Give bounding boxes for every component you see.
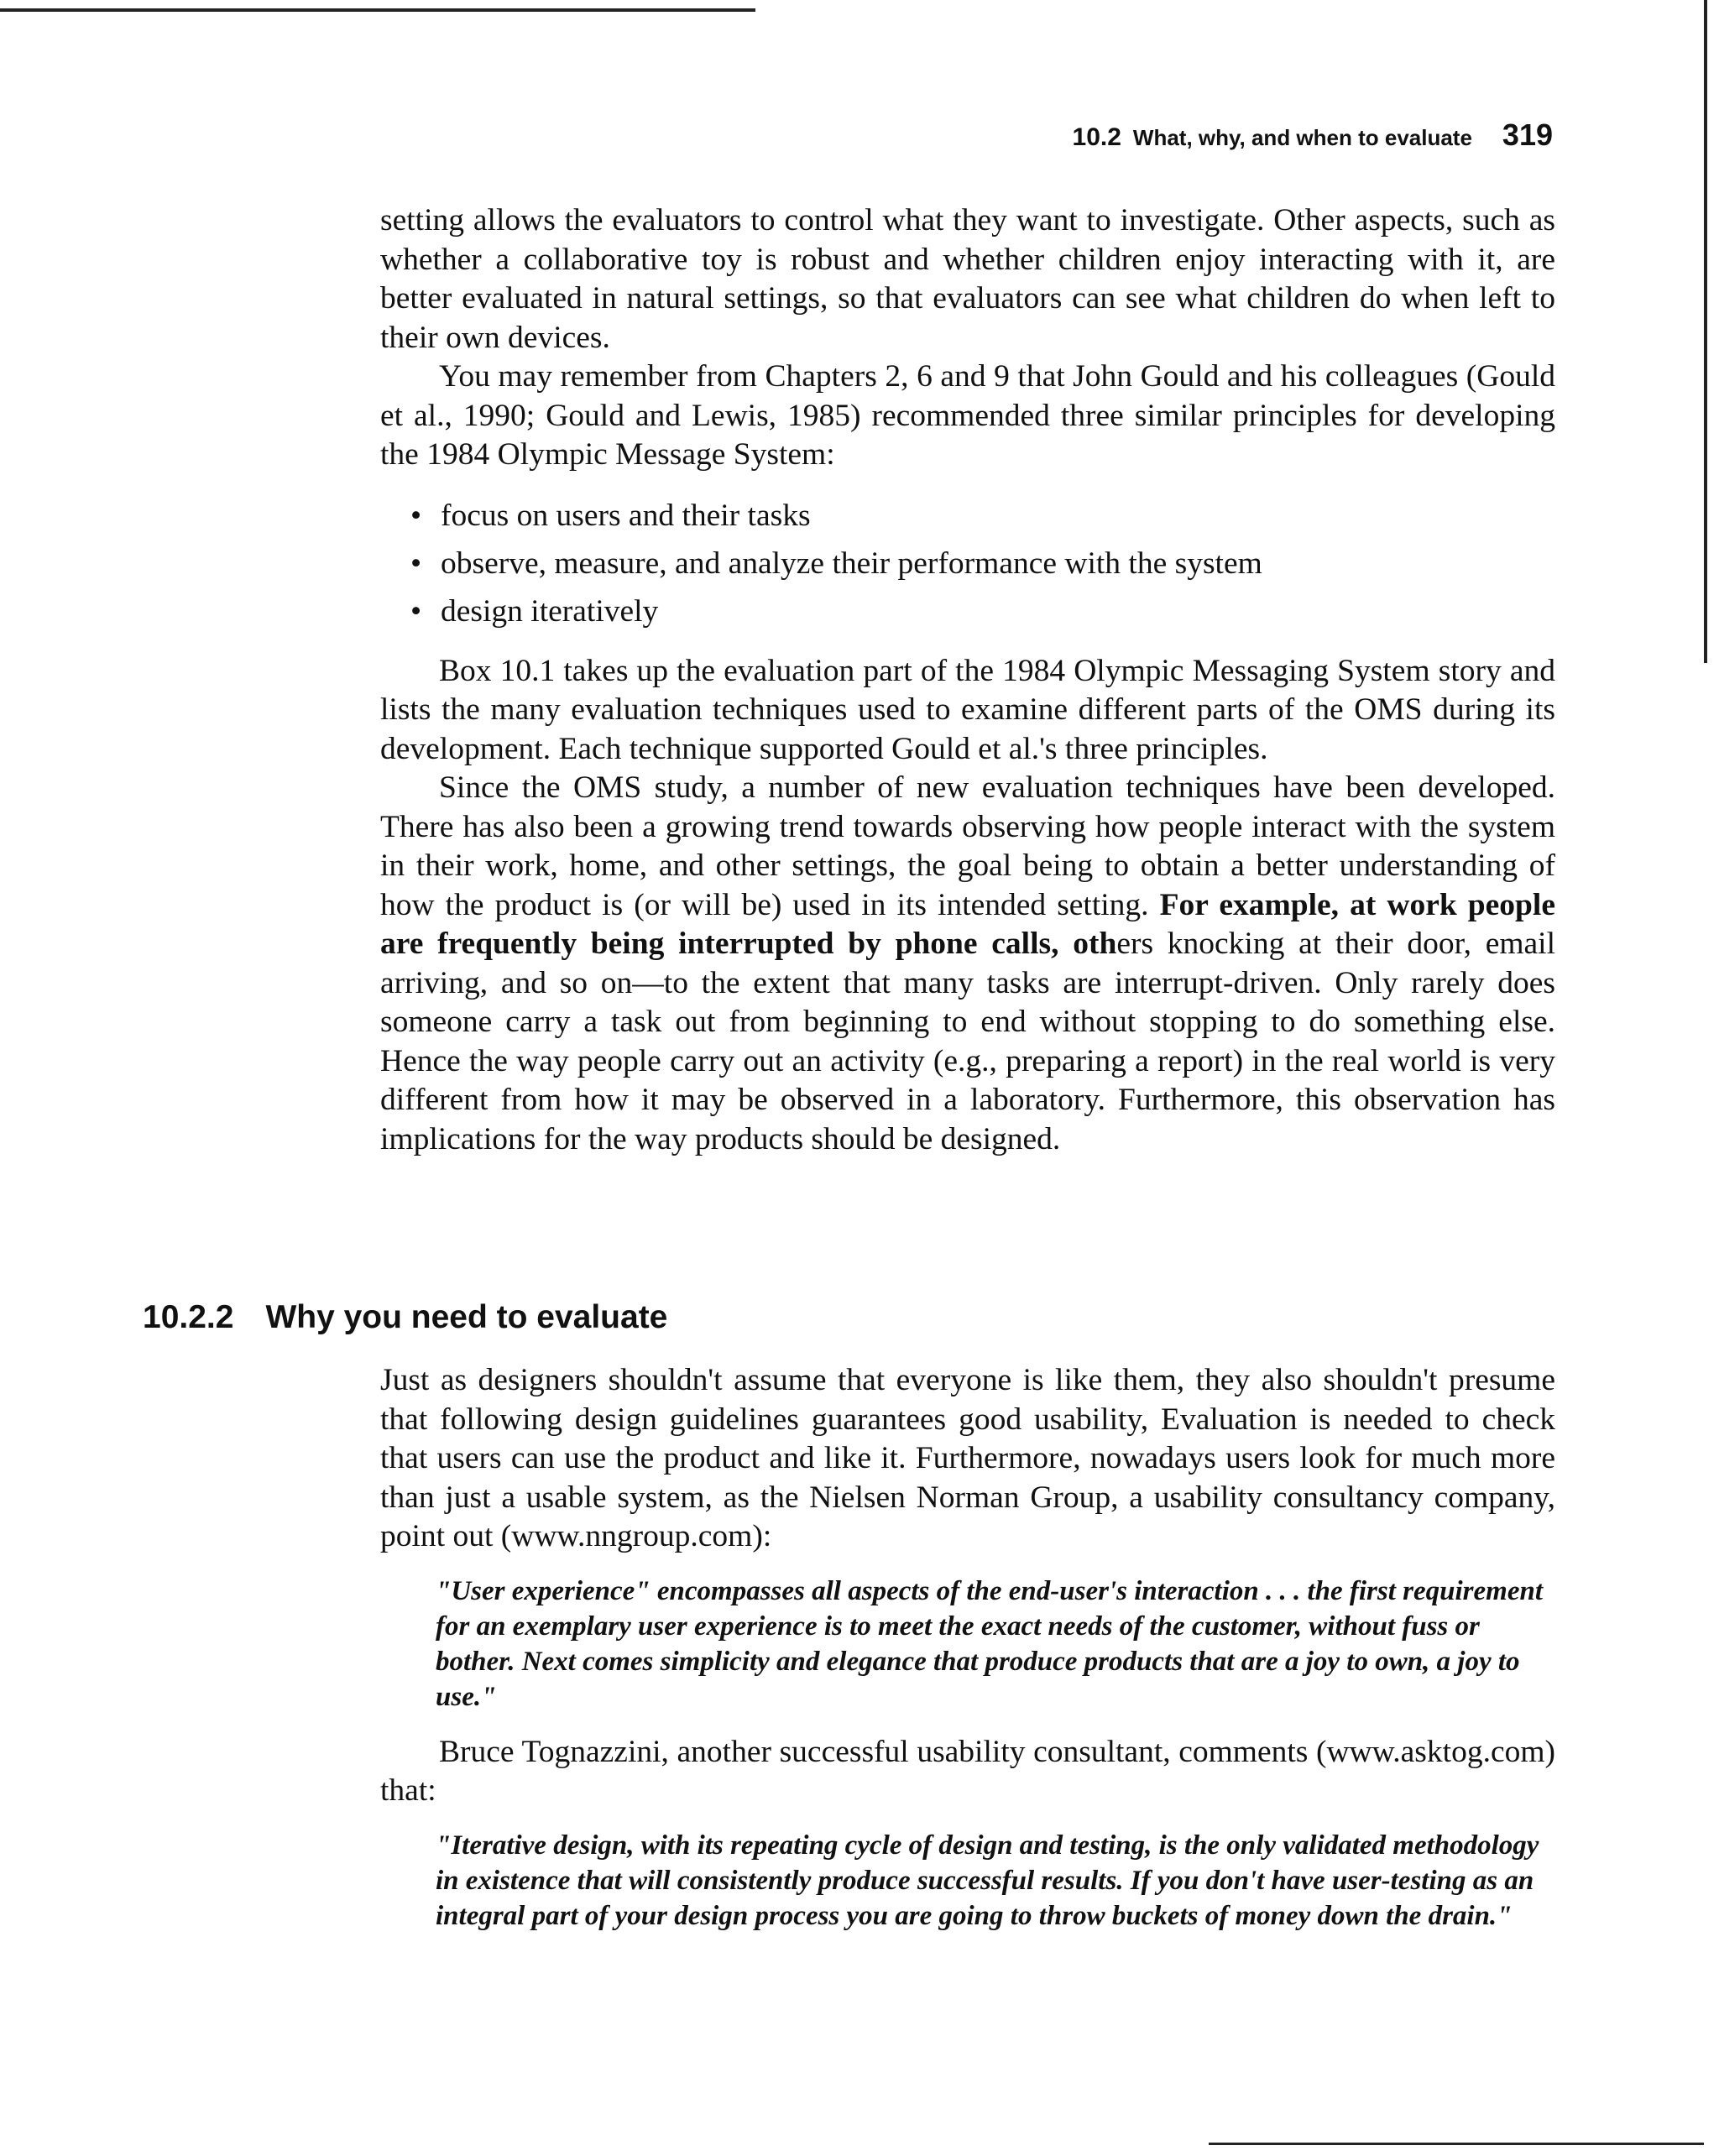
right-margin-rule	[1704, 0, 1707, 663]
page-number: 319	[1502, 117, 1553, 152]
section-heading	[143, 1299, 667, 1336]
quote-nngroup: "User experience" encompasses all aspects of the end-user's interaction . . . the first requirement for an exemplary user experience is to meet the exact needs of the customer, without fuss or bother. Next comes simplicity and elegance that produce products that are a joy to own, a joy to use."	[436, 1575, 1544, 1712]
bullet-icon: •	[410, 593, 422, 629]
top-rule	[0, 8, 755, 12]
bullet-icon: •	[410, 498, 422, 533]
body-text-top	[380, 201, 1555, 1159]
principles-list	[380, 492, 1555, 635]
section-paragraph-1: Just as designers shouldn't assume that everyone is like them, they also shouldn't presume that following design guidelines guarantees good usability, Evaluation is needed to check that users can use the product and like it. Furthermore, nowadays users look for much more than just a usable system, as the Nielsen Norman Group, a usability consultancy company, point out (www.nngroup.com):	[380, 1363, 1555, 1553]
list-item: • design iteratively	[441, 587, 1555, 635]
paragraph-4: Since the OMS study, a number of new evaluation techniques have been developed. There has also been a growing trend towards observing how people interact with the system in their work, home, and other settings, the goal being to obtain a better understanding of how the product is (or will be) used in its intended setting. For example, at work people are frequently being interrupted by phone calls, others knocking at their door, email arriving, and so on—to the extent that many tasks are interrupt-driven. Only rarely does someone carry a task out from beginning to end without stopping to do something else. Hence the way people carry out an activity (e.g., preparing a report) in the real world is very different from how it may be observed in a laboratory. Furthermore, this observation has implications for the way products should be designed.	[380, 770, 1556, 1156]
paragraph-3: Box 10.1 takes up the evaluation part of the 1984 Olympic Messaging System story and lists the many evaluation techniques used to examine different parts of the OMS during its development. Each technique supported Gould et al.'s three principles.	[380, 653, 1555, 766]
bullet-icon: •	[410, 546, 422, 581]
body-text-section	[380, 1361, 1555, 1952]
running-head-title: What, why, and when to evaluate	[1132, 125, 1472, 150]
paragraph-2: You may remember from Chapters 2, 6 and 9 that John Gould and his colleagues (Gould et al., 1990; Gould and Lewis, 1985) recommended three similar principles for developing the 1984 Olympic Message System:	[380, 359, 1555, 472]
paragraph-1: setting allows the evaluators to control what they want to investigate. Other aspects, such as whether a collaborative toy is robust and whether children enjoy interacting with it, are better evaluated in natural settings, so that evaluators can see what children do when left to their own devices.	[380, 203, 1555, 355]
quote-tognazzini: "Iterative design, with its repeating cycle of design and testing, is the only validated methodology in existence that will consistently produce successful results. If you don't have user-testing as an integral part of your design process you are going to throw buckets of money down the drain."	[436, 1830, 1539, 1931]
bottom-rule	[1209, 2143, 1704, 2145]
list-item: • focus on users and their tasks	[441, 492, 1555, 540]
section-paragraph-2: Bruce Tognazzini, another successful usability consultant, comments (www.asktog.com) that:	[380, 1734, 1555, 1808]
section-title: Why you need to evaluate	[265, 1299, 668, 1335]
running-head	[1073, 117, 1553, 153]
running-head-number: 10.2	[1072, 123, 1121, 151]
section-number: 10.2.2	[143, 1299, 234, 1335]
list-item: • observe, measure, and analyze their performance with the system	[441, 540, 1555, 587]
